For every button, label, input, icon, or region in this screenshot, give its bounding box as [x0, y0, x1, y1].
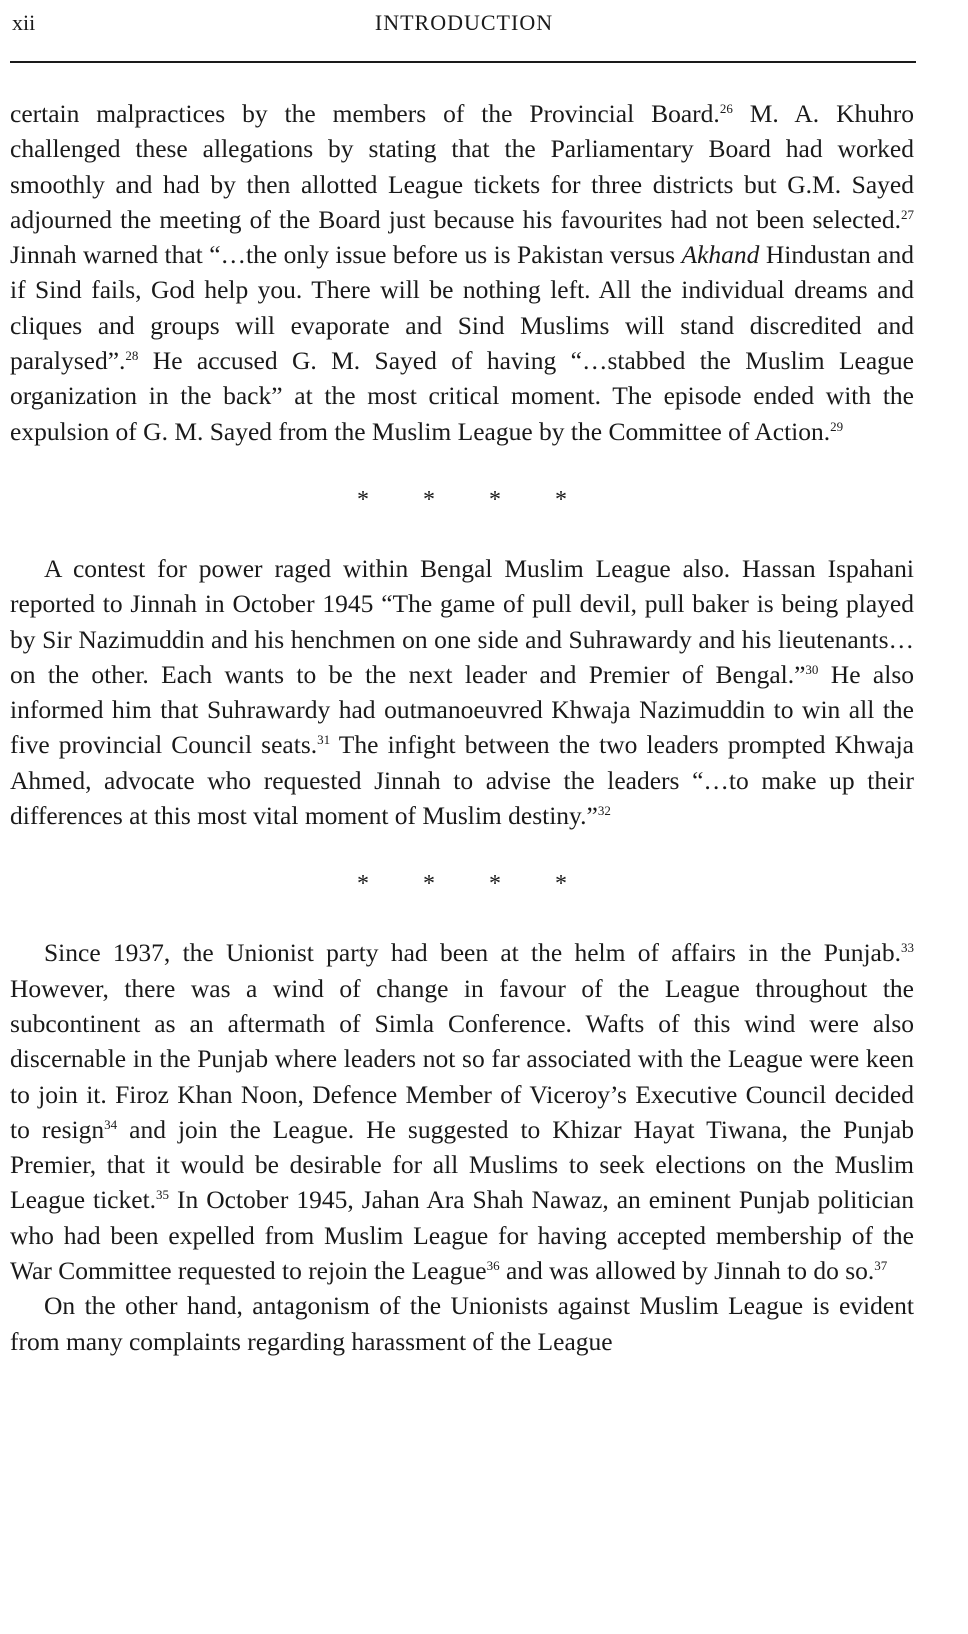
paragraph: [10, 96, 914, 449]
text-run: certain malpractices by the members of the Provincial Board.: [10, 99, 720, 128]
text-run: M. A. Khuhro challenged these allegations by stating that the Parliamentary Board had worked smoothly and had by then allotted League tickets for three districts but G.M. Sayed adjourned the meeting of the Board just because his favourites had not been selected.: [10, 99, 914, 234]
paragraph: [10, 551, 914, 833]
footnote-ref: 31: [317, 732, 331, 748]
separator-asterisk: *: [555, 486, 567, 513]
italic-term: Akhand: [681, 240, 760, 270]
separator-asterisk: *: [489, 871, 501, 898]
separator-asterisk: *: [555, 871, 567, 898]
text-run: On the other hand, antagonism of the Unionists against Muslim League is evident from many complaints regarding harassment of the League: [10, 1291, 914, 1356]
footnote-ref: 27: [901, 206, 914, 222]
running-title: INTRODUCTION: [374, 10, 554, 35]
separator-asterisk: *: [423, 486, 435, 513]
footnote-ref: 30: [805, 661, 819, 677]
footnote-ref: 37: [874, 1258, 888, 1274]
footnote-ref: 34: [104, 1116, 118, 1132]
text-run: Hindustan and if Sind fails, God help you. There will be nothing left. All the individual dreams and cliques and groups will evaporate and Sind Muslims will stand discredited and paralysed”.: [10, 240, 914, 376]
footnote-ref: 35: [156, 1187, 170, 1203]
page-number: xii: [12, 10, 36, 35]
separator-asterisk: *: [423, 871, 435, 898]
paragraph: [10, 1288, 914, 1359]
section-separator: [10, 483, 914, 518]
footnote-ref: 33: [901, 940, 914, 956]
running-head: [12, 8, 916, 38]
paragraph: [10, 935, 914, 1288]
text-run: and join the League. He suggested to Khizar Hayat Tiwana, the Punjab Premier, that it would be desirable for all Muslims to seek elections on the Muslim League ticket.: [10, 1114, 914, 1215]
header-rule: [10, 61, 916, 63]
text-run: He also informed him that Suhrawardy had outmanoeuvred Khwaja Nazimuddin to win all the five provincial Council seats.: [10, 659, 915, 760]
section-separator: [10, 867, 914, 902]
text-run: He accused G. M. Sayed of having “…stabbed the Muslim League organization in the back” at the most critical moment. The episode ended with the expulsion of G. M. Sayed from the Muslim League by the Committee of Action.: [10, 346, 914, 446]
footnote-ref: 32: [597, 803, 611, 819]
separator-asterisk: *: [357, 871, 369, 898]
text-run: However, there was a wind of change in favour of the League throughout the subcontinent as an aftermath of Simla Conference. Wafts of this wind were also discernable in the Punjab where leaders not so far associated with the League were keen to join it. Firoz Khan Noon, Defence Member of Viceroy’s Executive Council decided to resign: [10, 973, 914, 1144]
separator-asterisk: *: [489, 486, 501, 513]
footnote-ref: 29: [830, 418, 844, 434]
footnote-ref: 28: [125, 348, 139, 364]
footnote-ref: 36: [486, 1258, 500, 1274]
text-run: In October 1945, Jahan Ara Shah Nawaz, an eminent Punjab politician who had been expelled from Muslim League for having accepted membership of the War Committee requested to rejoin the League: [10, 1185, 914, 1286]
text-run: and was allowed by Jinnah to do so.: [499, 1256, 875, 1286]
text-run: Jinnah warned that “…the only issue before us is Pakistan versus: [10, 240, 682, 270]
body-text: [10, 96, 914, 1359]
separator-asterisk: *: [357, 486, 369, 513]
footnote-ref: 26: [719, 101, 733, 116]
text-run: A contest for power raged within Bengal Muslim League also. Hassan Ispahani reported to Jinnah in October 1945 “The game of pull devil, pull baker is being played by Sir Nazimuddin and his henchmen on one side and Suhrawardy and his lieutenants… on the other. Each wants to be the next leader and Premier of Bengal.”: [10, 553, 914, 689]
text-run: The infight between the two leaders prompted Khwaja Ahmed, advocate who requested Jinnah to advise the leaders “…to make up their differences at this most vital moment of Muslim destiny.”: [10, 730, 914, 831]
text-run: Since 1937, the Unionist party had been at the helm of affairs in the Punjab.: [44, 938, 901, 968]
